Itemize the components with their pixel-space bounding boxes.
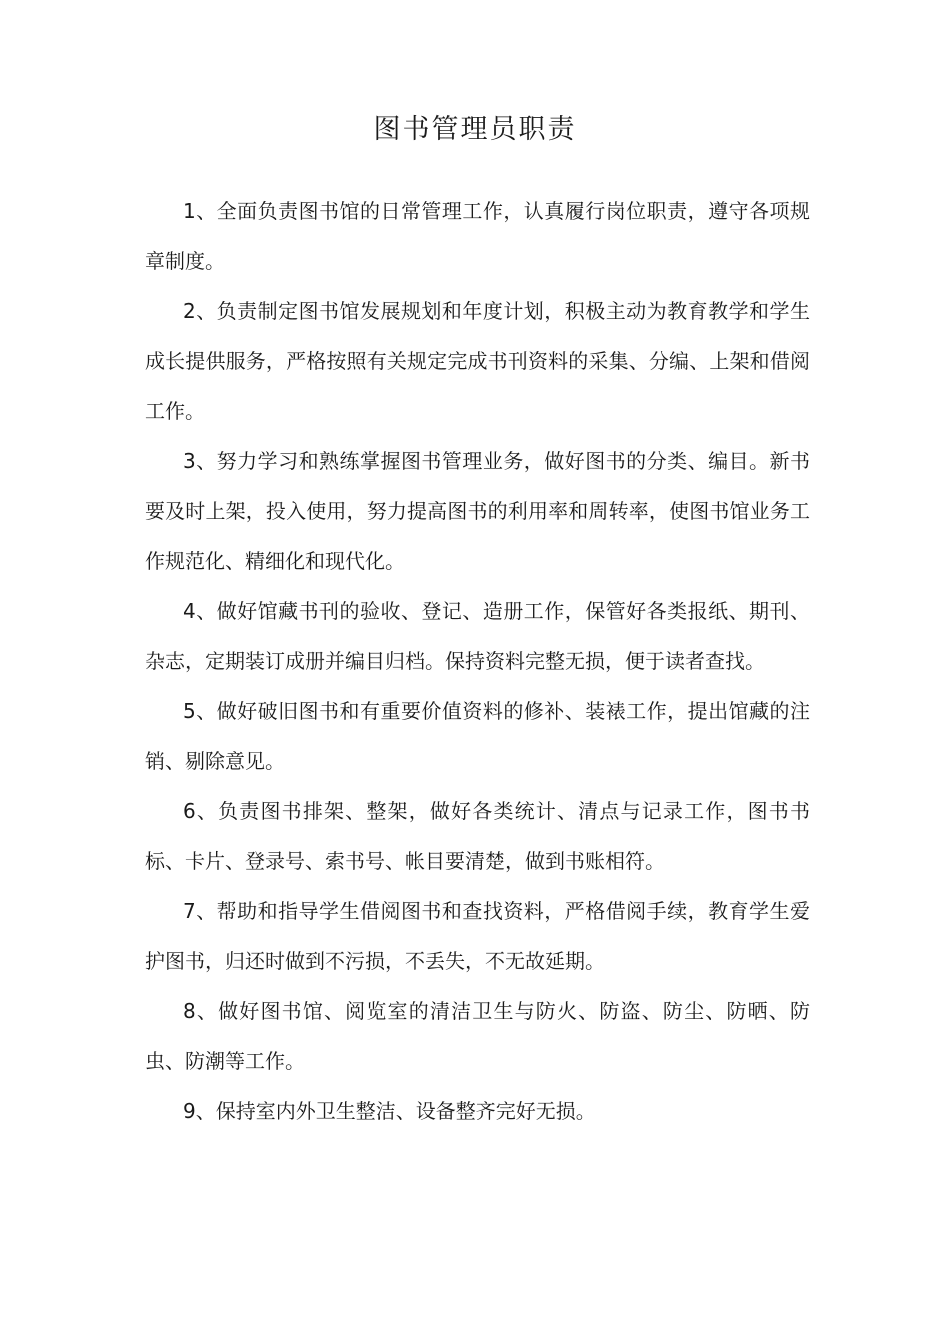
- duty-item-1: 1、全面负责图书馆的日常管理工作，认真履行岗位职责，遵守各项规章制度。: [145, 199, 810, 273]
- duty-item-9: 9、保持室内外卫生整洁、设备整齐完好无损。: [183, 1099, 596, 1123]
- duty-item-3: 3、努力学习和熟练掌握图书管理业务，做好图书的分类、编目。新书要及时上架，投入使用，努力提高图书的利用率和周转率，使图书馆业务工作规范化、精细化和现代化。: [145, 449, 810, 573]
- duty-item-8: 8、做好图书馆、阅览室的清洁卫生与防火、防盗、防尘、防晒、防虫、防潮等工作。: [145, 999, 810, 1073]
- duty-list: [145, 186, 810, 1136]
- duty-item-7: 7、帮助和指导学生借阅图书和查找资料，严格借阅手续，教育学生爱护图书，归还时做到不污损，不丢失，不无故延期。: [145, 899, 810, 973]
- duty-item-6: 6、负责图书排架、整架，做好各类统计、清点与记录工作，图书书标、卡片、登录号、索书号、帐目要清楚，做到书账相符。: [145, 799, 810, 873]
- duty-item-4: 4、做好馆藏书刊的验收、登记、造册工作，保管好各类报纸、期刊、杂志，定期装订成册并编目归档。保持资料完整无损，便于读者查找。: [145, 599, 810, 673]
- duty-item-2: 2、负责制定图书馆发展规划和年度计划，积极主动为教育教学和学生成长提供服务，严格按照有关规定完成书刊资料的采集、分编、上架和借阅工作。: [145, 299, 810, 423]
- duty-item-5: 5、做好破旧图书和有重要价值资料的修补、装裱工作，提出馆藏的注销、剔除意见。: [145, 699, 810, 773]
- page-title: 图书管理员职责: [373, 114, 577, 145]
